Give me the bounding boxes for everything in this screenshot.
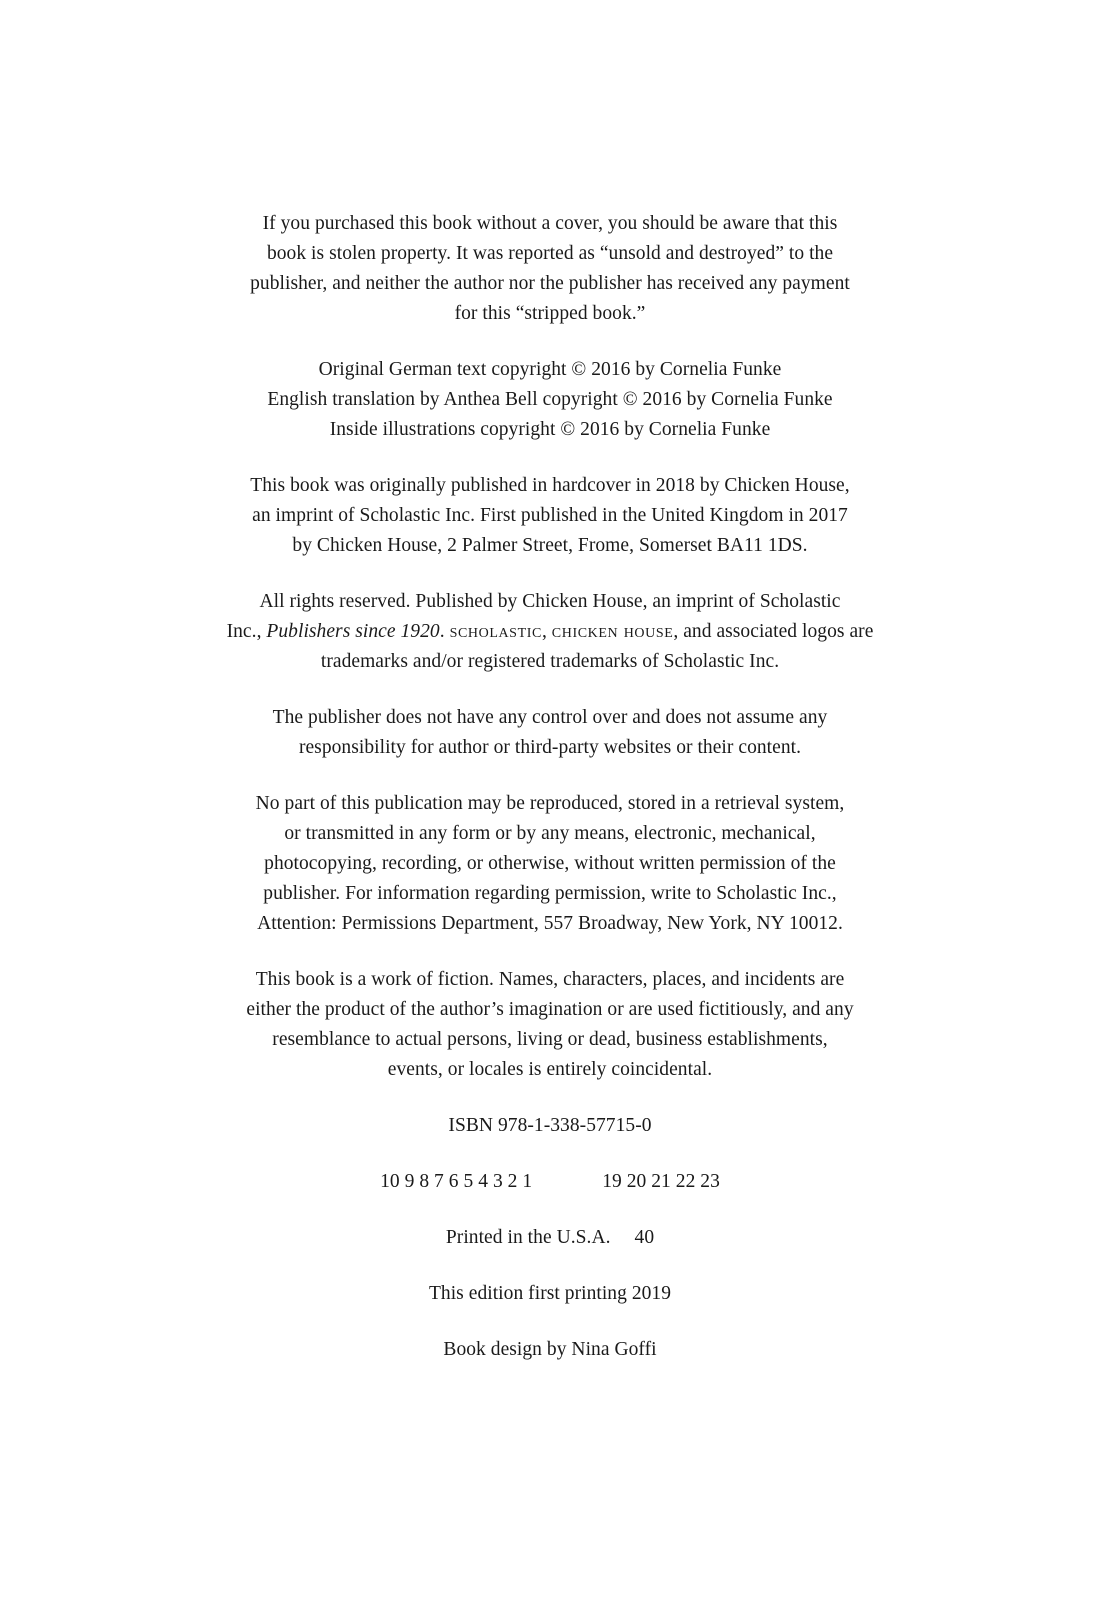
- reproduction-notice: [190, 789, 910, 939]
- rights-line: trademarks and/or registered trademarks of Scholastic Inc.: [320, 651, 780, 672]
- stripped-notice-line: publisher, and neither the author nor the publisher has received any payment: [250, 273, 850, 294]
- stripped-notice-line: If you purchased this book without a cover, you should be aware that this: [262, 213, 838, 234]
- printed-in: [190, 1223, 910, 1253]
- isbn: [190, 1111, 910, 1141]
- rights-line: All rights reserved. Published by Chicken House, an imprint of Scholastic: [259, 591, 841, 612]
- printing-line-row: [190, 1167, 910, 1197]
- rights-reserved: [190, 587, 910, 677]
- printed-in-row: [190, 1223, 910, 1253]
- reproduction-notice-line: publisher. For information regarding permission, write to Scholastic Inc.,: [263, 883, 837, 904]
- copyright-illustrations: Inside illustrations copyright © 2016 by Cornelia Funke: [329, 419, 771, 440]
- stripped-notice-line: book is stolen property. It was reported as “unsold and destroyed” to the: [266, 243, 834, 264]
- stripped-notice-line: for this “stripped book.”: [454, 303, 646, 324]
- printing-line: [190, 1167, 910, 1197]
- fiction-notice-line: This book is a work of fiction. Names, characters, places, and incidents are: [255, 969, 845, 990]
- reproduction-notice-line: No part of this publication may be reproduced, stored in a retrieval system,: [255, 793, 845, 814]
- rights-suffix: , and associated logos are: [673, 621, 874, 642]
- website-disclaimer-line: responsibility for author or third-party websites or their content.: [298, 737, 802, 758]
- edition: [190, 1279, 910, 1309]
- reproduction-notice-line: or transmitted in any form or by any means, electronic, mechanical,: [284, 823, 816, 844]
- publication-history-line: by Chicken House, 2 Palmer Street, Frome, Somerset BA11 1DS.: [292, 535, 808, 556]
- fiction-notice-line: resemblance to actual persons, living or dead, business establishments,: [272, 1029, 828, 1050]
- edition-printing: This edition first printing 2019: [428, 1283, 672, 1304]
- publication-history: [190, 471, 910, 561]
- printing-numbers: 10 9 8 7 6 5 4 3 2 1: [380, 1171, 533, 1192]
- copyright-statements: [190, 355, 910, 445]
- printing-years: 19 20 21 22 23: [602, 1171, 720, 1192]
- isbn-number: ISBN 978-1-338-57715-0: [448, 1115, 652, 1136]
- chicken-house-trademark: chicken house: [551, 621, 674, 642]
- publication-history-line: This book was originally published in hardcover in 2018 by Chicken House,: [250, 475, 850, 496]
- printer-code: 40: [634, 1227, 655, 1248]
- copyright-text-column: [190, 209, 910, 1391]
- publication-history-line: an imprint of Scholastic Inc. First published in the United Kingdom in 2017: [252, 505, 848, 526]
- printed-in-country: Printed in the U.S.A.: [445, 1227, 611, 1248]
- rights-comma: ,: [541, 621, 552, 642]
- stripped-book-notice: [190, 209, 910, 329]
- fiction-notice-line: events, or locales is entirely coincidental.: [387, 1059, 713, 1080]
- design-credit: [190, 1335, 910, 1365]
- fiction-notice: [190, 965, 910, 1085]
- website-disclaimer-line: The publisher does not have any control over and does not assume any: [272, 707, 828, 728]
- copyright-german-text: Original German text copyright © 2016 by Cornelia Funke: [318, 359, 782, 380]
- rights-line-trademarks: [190, 617, 910, 647]
- fiction-notice-line: either the product of the author’s imagination or are used fictitiously, and any: [246, 999, 854, 1020]
- publishers-since-tagline: Publishers since 1920: [266, 621, 440, 642]
- book-design-credit: Book design by Nina Goffi: [443, 1339, 657, 1360]
- copyright-translation: English translation by Anthea Bell copyright © 2016 by Cornelia Funke: [267, 389, 833, 410]
- reproduction-notice-line: photocopying, recording, or otherwise, without written permission of the: [264, 853, 836, 874]
- scholastic-trademark: scholastic: [449, 621, 542, 642]
- rights-prefix: Inc.,: [226, 621, 267, 642]
- reproduction-notice-line: Attention: Permissions Department, 557 Broadway, New York, NY 10012.: [257, 913, 843, 934]
- website-disclaimer: [190, 703, 910, 763]
- rights-period: .: [439, 621, 450, 642]
